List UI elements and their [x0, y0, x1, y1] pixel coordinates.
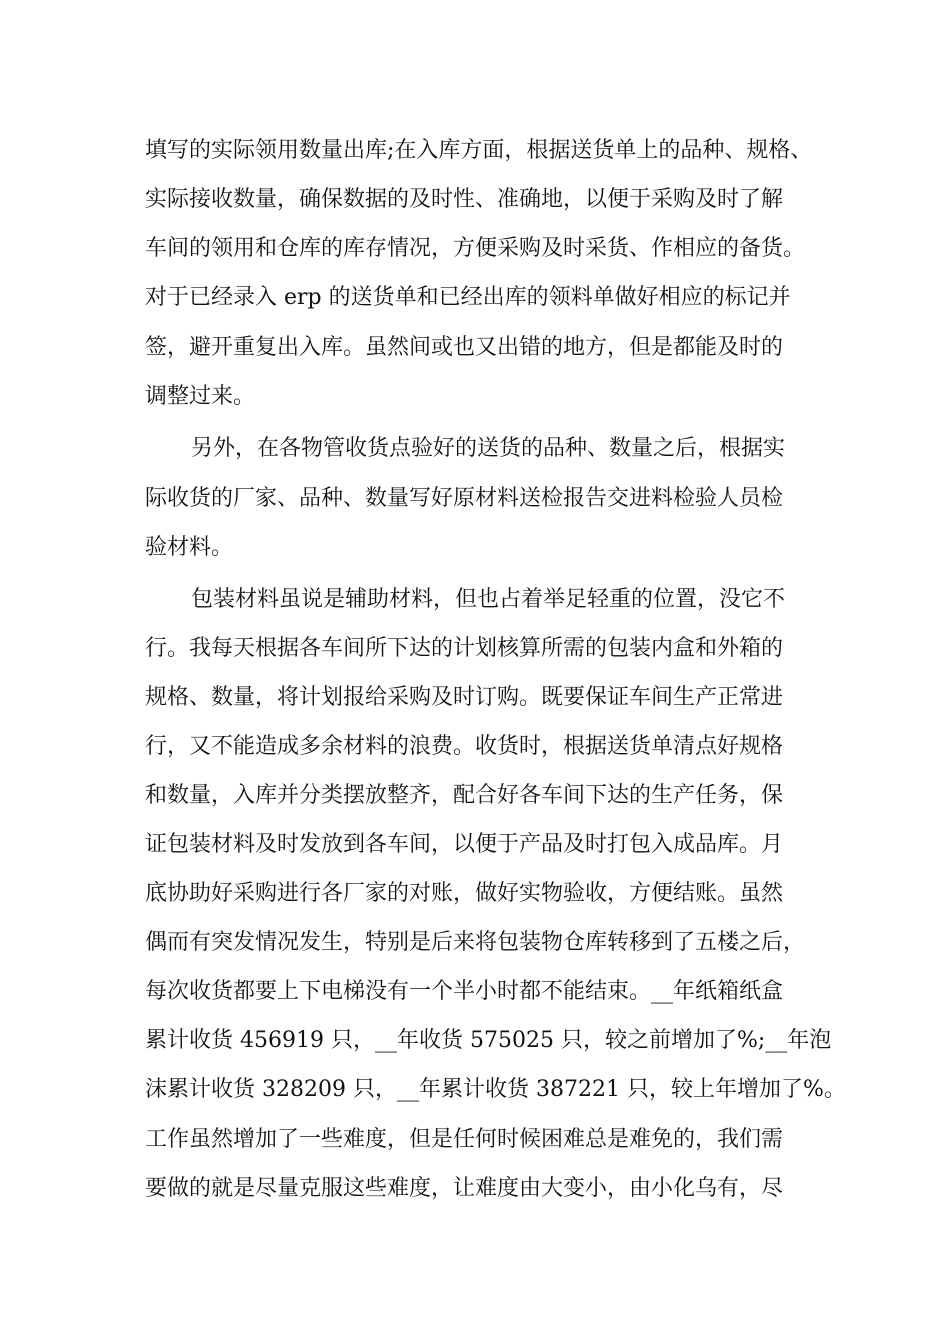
- text-line: 规格、数量，将计划报给采购及时订购。既要保证车间生产正常进: [145, 685, 784, 710]
- text-line: 际收货的厂家、品种、数量写好原材料送检报告交进料检验人员检: [145, 486, 784, 511]
- text-line: 底协助好采购进行各厂家的对账，做好实物验收，方便结账。虽然: [145, 881, 784, 906]
- text-line: 累计收货 456919 只，__年收货 575025 只，较之前增加了%;__年泡: [145, 1028, 832, 1053]
- text-line: 对于已经录入 erp 的送货单和已经出库的领料单做好相应的标记并: [145, 285, 791, 310]
- text-line: 工作虽然增加了一些难度，但是任何时候困难总是难免的，我们需: [145, 1127, 784, 1152]
- text-line: 沫累计收货 328209 只，__年累计收货 387221 只，较上年增加了%。: [145, 1077, 846, 1102]
- text-line: 行，又不能造成多余材料的浪费。收货时，根据送货单清点好规格: [145, 734, 784, 759]
- paragraph-first-line: 另外，在各物管收货点验好的送货的品种、数量之后，根据实: [191, 436, 786, 461]
- text-line: 验材料。: [145, 535, 234, 560]
- text-line: 要做的就是尽量克服这些难度，让难度由大变小，由小化乌有，尽: [145, 1176, 784, 1201]
- text-line: 证包装材料及时发放到各车间，以便于产品及时打包入成品库。月: [145, 832, 784, 857]
- text-line: 车间的领用和仓库的库存情况，方便采购及时采货、作相应的备货。: [145, 236, 806, 261]
- text-line: 和数量，入库并分类摆放整齐，配合好各车间下达的生产任务，保: [145, 783, 784, 808]
- text-line: 填写的实际领用数量出库;在入库方面，根据送货单上的品种、规格、: [145, 138, 813, 163]
- text-line: 调整过来。: [145, 384, 256, 409]
- text-line: 偶而有突发情况发生，特别是后来将包装物仓库转移到了五楼之后，: [145, 930, 806, 955]
- text-line: 每次收货都要上下电梯没有一个半小时都不能结束。__年纸箱纸盒: [145, 979, 784, 1004]
- text-line: 行。我每天根据各车间所下达的计划核算所需的包装内盒和外箱的: [145, 636, 784, 661]
- paragraph-first-line: 包装材料虽说是辅助材料，但也占着举足轻重的位置，没它不: [191, 587, 786, 612]
- text-line: 签，避开重复出入库。虽然间或也又出错的地方，但是都能及时的: [145, 335, 784, 360]
- text-line: 实际接收数量，确保数据的及时性、准确地，以便于采购及时了解: [145, 187, 784, 212]
